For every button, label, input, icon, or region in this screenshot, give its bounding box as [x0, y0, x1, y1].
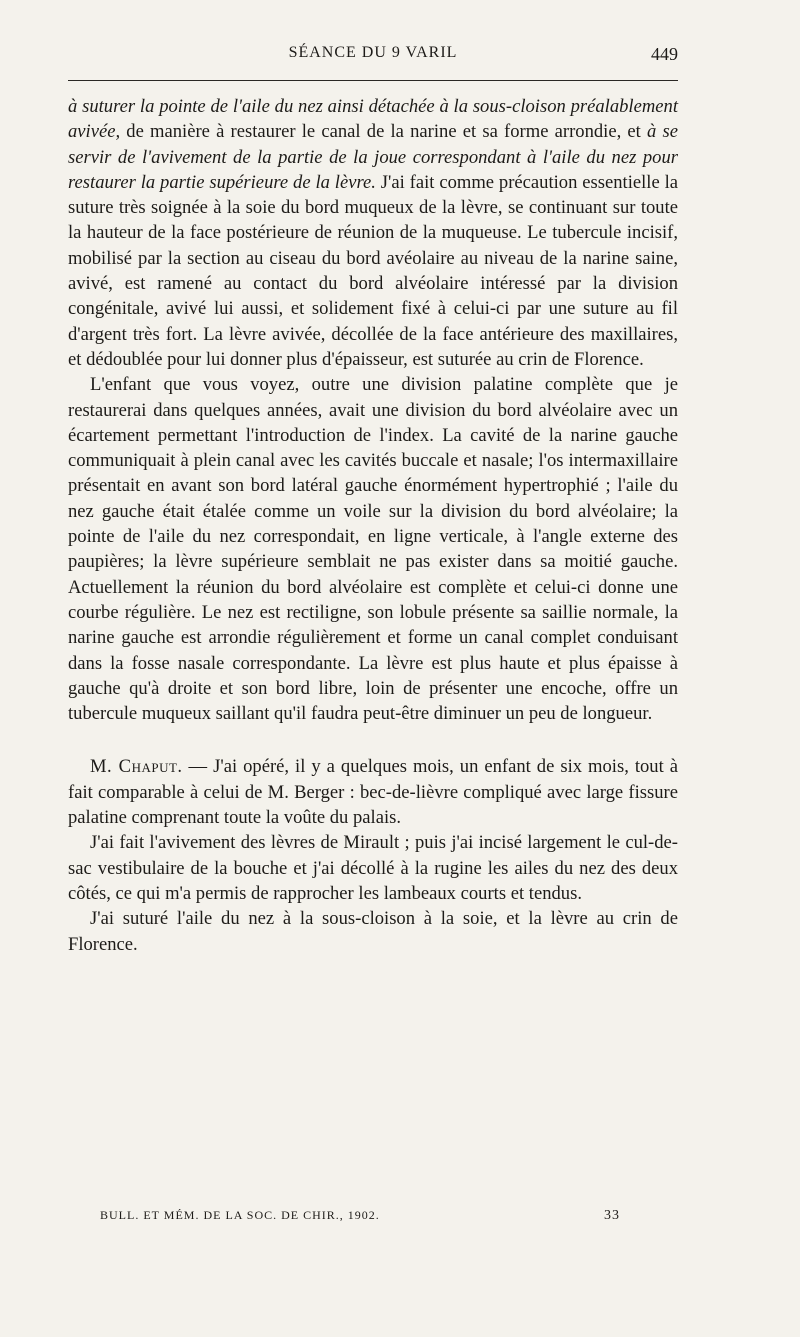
paragraph-1 — [68, 94, 678, 372]
page-header — [68, 44, 678, 70]
signature-mark: 33 — [604, 1208, 620, 1223]
italic-phrase-1: à suturer la pointe de l'aile du nez ainsi détachée à la sous-cloison préalablement avivée, — [68, 96, 678, 143]
running-title: SÉANCE DU 9 VARIL — [288, 44, 458, 61]
paragraph-3-text: — J'ai opéré, il y a quelques mois, un enfant de six mois, tout à fait comparable à celui de M. Berger : bec-de-lièvre compliqué avec large fissure palatine comprenant toute la voûte du palais. — [68, 756, 678, 829]
page-footer — [100, 1208, 620, 1228]
italic-phrase-2: à se servir de l'avivement de la partie de la joue correspondant à l'aile du nez pour restaurer la partie supérieure de la lèvre. — [68, 121, 679, 193]
paragraph-2: L'enfant que vous voyez, outre une division palatine complète que je restaurerai dans quelques années, avait une division du bord alvéolaire avec un écartement permettant l'introduction de l'index. La cavité de la narine gauche communiquait à plein canal avec les cavités buccale et nasale; l'os intermaxillaire présentait en avant son bord latéral gauche énormément hypertrophié ; l'aile du nez gauche était étalée comme un voile sur la division du bord alvéolaire; la pointe de l'aile du nez correspondait, en ligne verticale, à l'angle externe des paupières; la lèvre supérieure semblait ne pas exister dans sa moitié gauche. Actuellement la réunion du bord alvéolaire est complète et celui-ci donne une courbe régulière. Le nez est rectiligne, son lobule présente sa saillie normale, la narine gauche est arrondie régulièrement et forme un canal complet conduisant dans la fosse nasale correspondante. La lèvre est plus haute et plus épaisse à gauche qu'à droite et son bord libre, loin de présenter une encoche, offre un tubercule muqueux saillant qu'il faudra peut-être diminuer un peu de longueur. — [68, 374, 678, 725]
paragraph-3 — [68, 754, 678, 830]
paragraph-5: J'ai suturé l'aile du nez à la sous-cloison à la soie, et la lèvre au crin de Florence. — [68, 908, 678, 955]
paragraph-4: J'ai fait l'avivement des lèvres de Mirault ; puis j'ai incisé largement le cul-de-sac vestibulaire de la bouche et j'ai décollé à la rugine les ailes du nez des deux côtés, ce qui m'a permis de rapprocher les lambeaux courts et tendus. — [68, 832, 678, 904]
paragraph-1-text-a: de manière à restaurer le canal de la narine et sa forme arrondie, et — [120, 121, 648, 143]
journal-citation: BULL. ET MÉM. DE LA SOC. DE CHIR., 1902. — [100, 1208, 380, 1222]
header-rule — [68, 80, 678, 81]
speaker-name: M. Chaput. — [90, 756, 183, 778]
page-number: 449 — [651, 44, 678, 64]
body-text — [68, 94, 678, 957]
paragraph-1-text-b: J'ai fait comme précaution essentielle la suture très soignée à la soie du bord muqueux de la lèvre, se continuant sur toute la hauteur de la face postérieure de réunion de la muqueuse. Le tubercule incisif, mobilisé par la section au ciseau du bord avéolaire au niveau de la narine saine, avivé, est ramené au contact du bord alvéolaire intéressé par la division congénitale, avivé lui aussi, et solidement fixé à celui-ci par une suture au fil d'argent très fort. La lèvre avivée, décollée de la face antérieure des maxillaires, et dédoublée pour lui donner plus d'épaisseur, est suturée au crin de Florence. — [68, 171, 679, 370]
